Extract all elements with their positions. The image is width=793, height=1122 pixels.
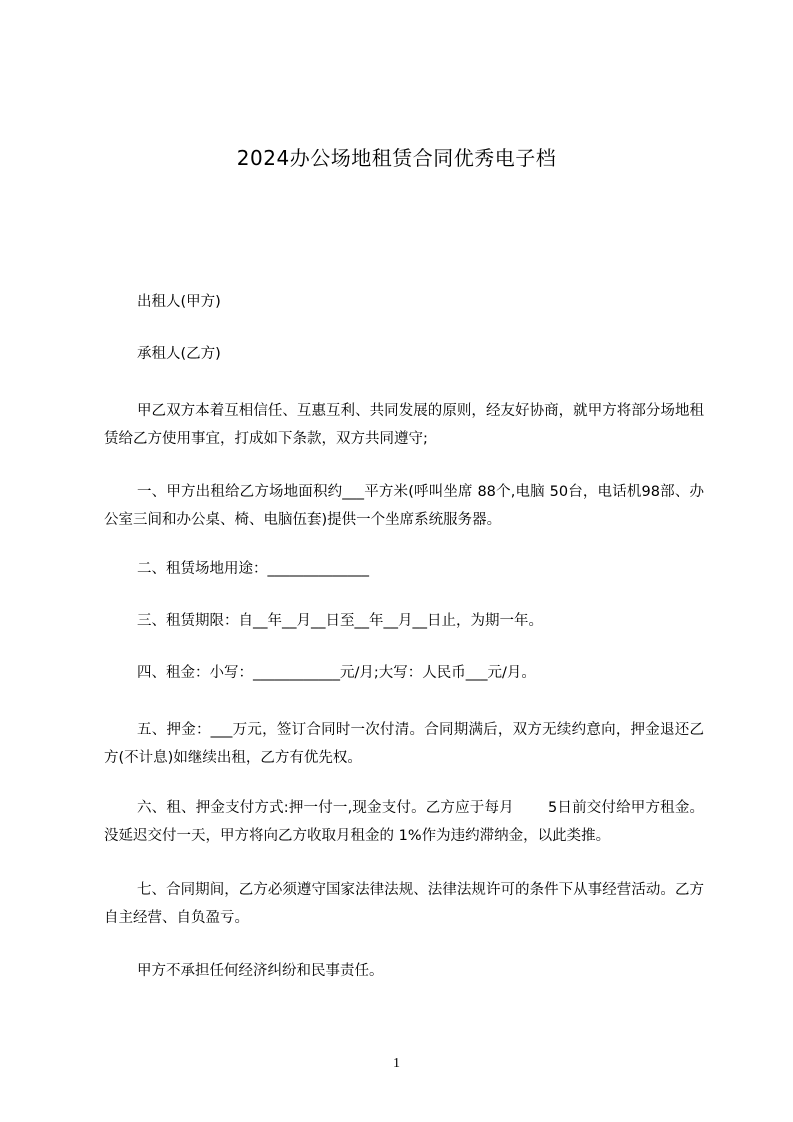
paragraph-clause-7: 七、合同期间，乙方必须遵守国家法律法规、法律法规许可的条件下从事经营活动。乙方自主经营、自负盈亏。 [104, 882, 704, 926]
paragraph-lessor: 出租人(甲方) [137, 294, 221, 310]
paragraph-clause-6: 六、租、押金支付方式:押一付一,现金支付。乙方应于每月 5日前交付给甲方租金。没延迟交付一天，甲方将向乙方收取月租金的 1%作为违约滞纳金，以此类推。 [104, 800, 704, 844]
document-title: 2024办公场地租赁合同优秀电子档 [236, 146, 557, 170]
paragraph-lessee: 承租人(乙方) [137, 346, 221, 362]
paragraph-disclaimer: 甲方不承担任何经济纠纷和民事责任。 [137, 963, 384, 979]
paragraph-clause-5: 五、押金：___万元，签订合同时一次付清。合同期满后，双方无续约意向，押金退还乙方(不计息)如继续出租，乙方有优先权。 [104, 722, 704, 766]
paragraph-clause-3: 三、租赁期限：自__年__月__日至__年__月__日止，为期一年。 [137, 613, 543, 629]
page-number: 1 [393, 1056, 400, 1071]
paragraph-clause-4: 四、租金：小写：____________元/月;大写：人民币___元/月。 [137, 665, 536, 681]
paragraph-clause-1: 一、甲方出租给乙方场地面积约___平方米(呼叫坐席 88个,电脑 50台，电话机98部、办公室三间和办公桌、椅、电脑伍套)提供一个坐席系统服务器。 [104, 484, 704, 528]
paragraph-clause-2: 二、租赁场地用途：______________ [137, 561, 369, 577]
paragraph-preamble: 甲乙双方本着互相信任、互惠互利、共同发展的原则，经友好协商，就甲方将部分场地租赁给乙方使用事宜，打成如下条款，双方共同遵守; [104, 403, 704, 447]
